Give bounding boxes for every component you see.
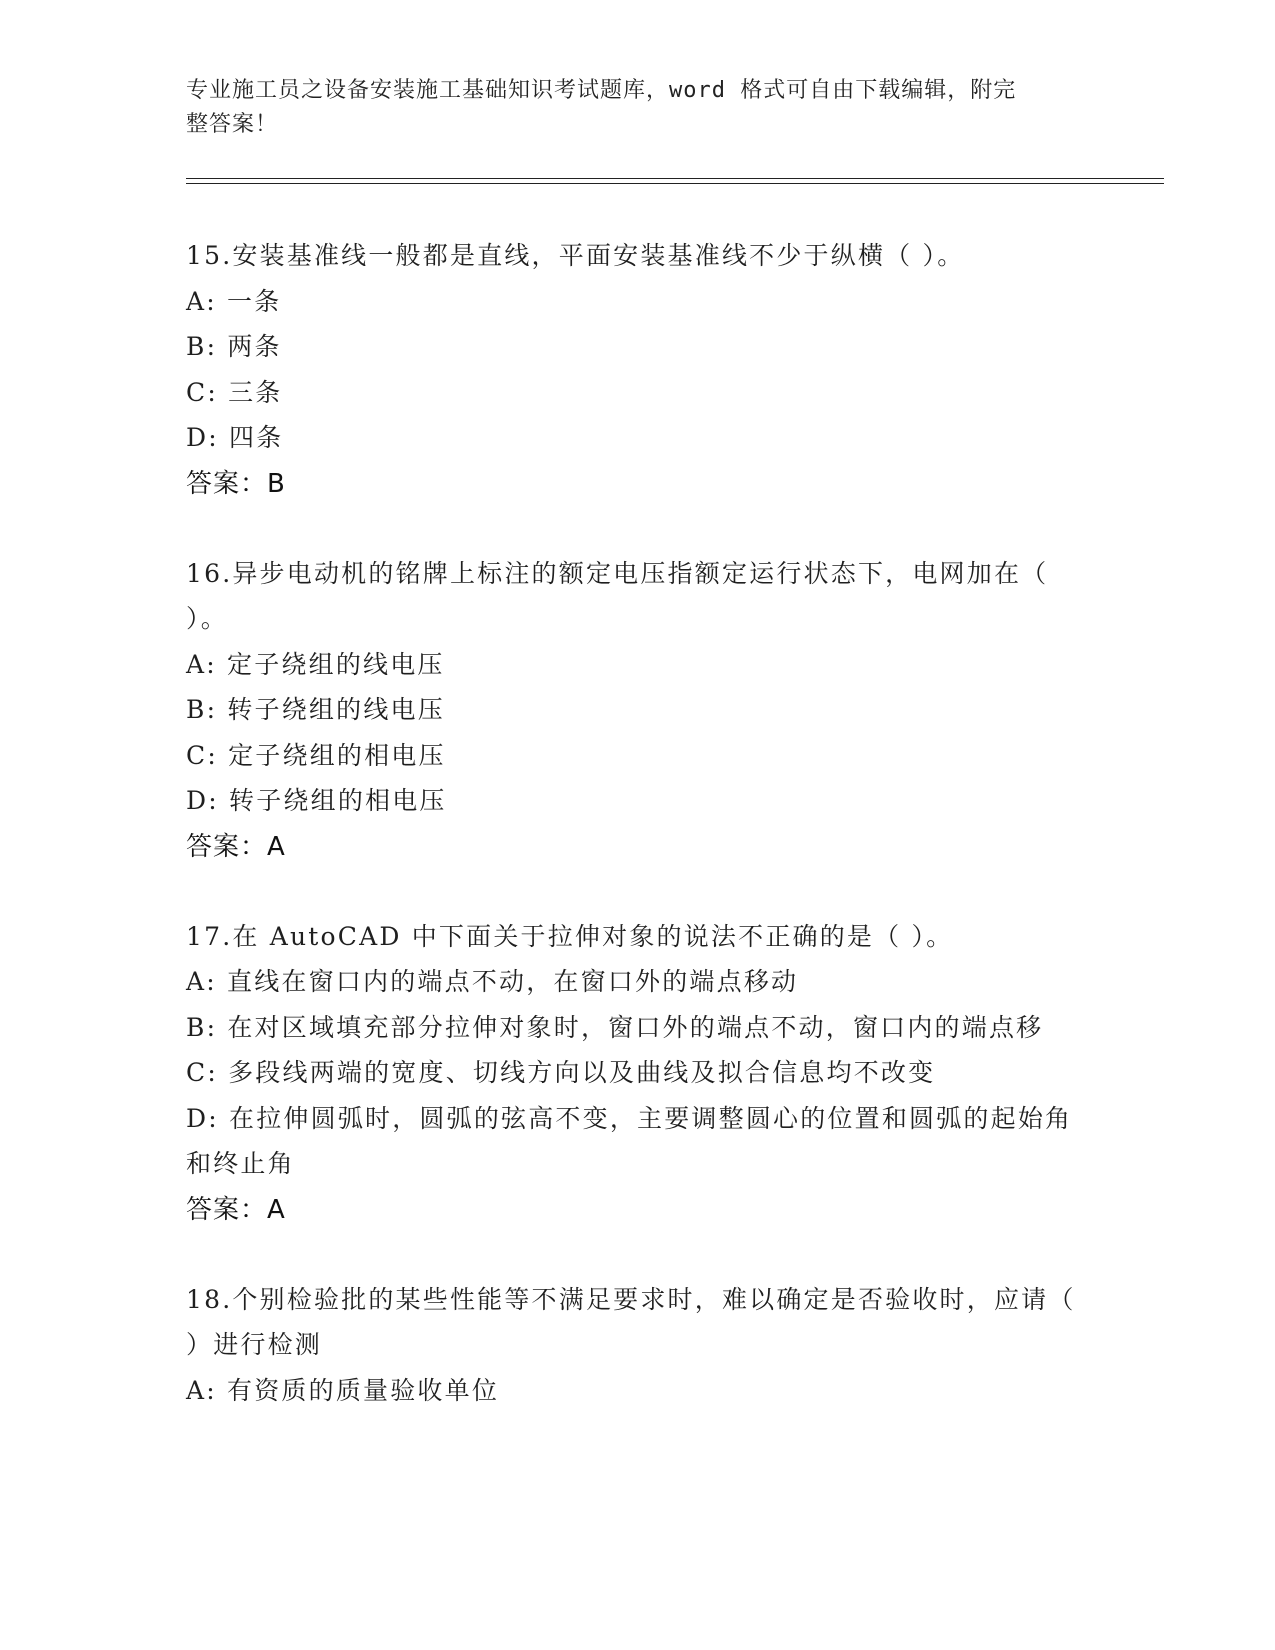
header-rule-bottom (186, 183, 1164, 184)
option-a: A: 直线在窗口内的端点不动，在窗口外的端点移动 (186, 967, 799, 996)
option-b: B: 两条 (186, 332, 282, 361)
question-16 (186, 551, 1086, 871)
option-c: C: 定子绕组的相电压 (186, 740, 446, 770)
option-a: A: 定子绕组的线电压 (186, 649, 445, 679)
option-d: D: 转子绕组的相电压 (186, 786, 447, 815)
document-header (186, 74, 1086, 142)
question-stem: 15.安装基准线一般都是直线，平面安装基准线不少于纵横（ ）。 (186, 241, 965, 270)
header-line-1: 专业施工员之设备安装施工基础知识考试题库，word 格式可自由下载编辑，附完 (186, 78, 1017, 103)
question-17 (186, 914, 1086, 1234)
option-c: C: 三条 (186, 377, 283, 407)
option-d: D: 四条 (186, 423, 284, 452)
option-d: D: 在拉伸圆弧时，圆弧的弦高不变，主要调整圆心的位置和圆弧的起始角和终止角 (186, 1103, 1073, 1178)
answer-label: 答案：A (186, 1194, 286, 1225)
option-c: C: 多段线两端的宽度、切线方向以及曲线及拟合信息均不改变 (186, 1058, 936, 1087)
answer-label: 答案：A (186, 831, 286, 862)
header-rule-top (186, 178, 1164, 179)
header-line-2: 整答案！ (186, 112, 279, 137)
question-list (186, 233, 1086, 1456)
option-a: A: 一条 (186, 286, 282, 316)
option-b: B: 在对区域填充部分拉伸对象时，窗口外的端点不动，窗口内的端点移 (186, 1012, 1044, 1042)
question-stem: 16.异步电动机的铭牌上标注的额定电压指额定运行状态下，电网加在（ ）。 (186, 558, 1049, 633)
answer-label: 答案：B (186, 468, 286, 499)
option-a: A: 有资质的质量验收单位 (186, 1375, 500, 1405)
question-stem: 18.个别检验批的某些性能等不满足要求时，难以确定是否验收时，应请（ ）进行检测 (186, 1284, 1076, 1359)
question-18 (186, 1277, 1086, 1414)
option-b: B: 转子绕组的线电压 (186, 695, 445, 724)
question-15 (186, 233, 1086, 508)
question-stem: 17.在 AutoCAD 中下面关于拉伸对象的说法不正确的是（ ）。 (186, 921, 954, 951)
